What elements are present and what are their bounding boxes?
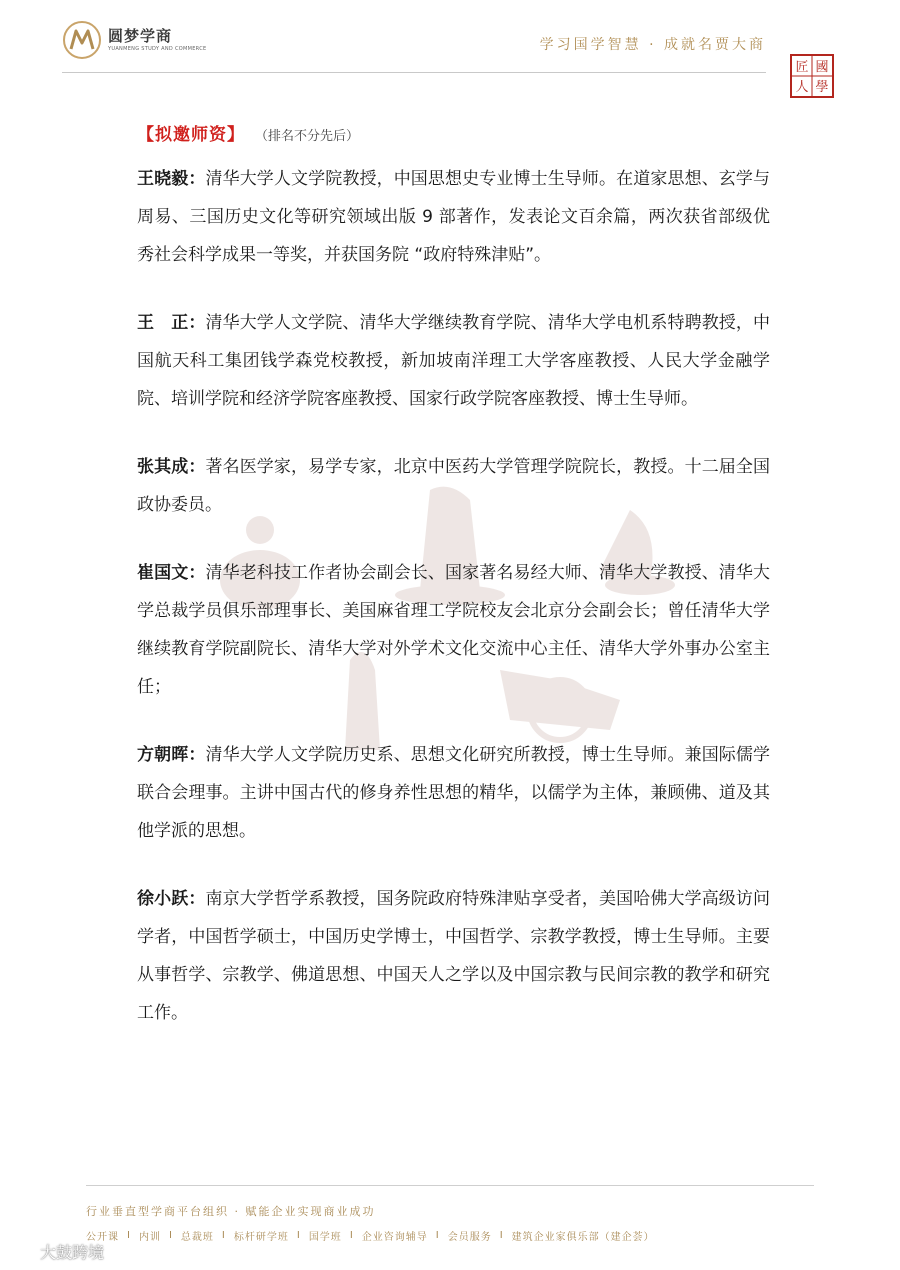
faculty-name: 王晓毅: [137, 169, 189, 189]
faculty-bio: 南京大学哲学系教授，国务院政府特殊津贴享受者，美国哈佛大学高级访问学者，中国哲学硕士，中国历史学博士，中国哲学、宗教学教授，博士生导师。主要从事哲学、宗教学、佛道思想、中国天人之学以及中国宗教与民间宗教的教学和研究工作。: [137, 889, 771, 1023]
footer-links: [86, 1228, 655, 1243]
faculty-bio: 清华大学人文学院、清华大学继续教育学院、清华大学电机系特聘教授，中国航天科工集团钱学森党校教授，新加坡南洋理工大学客座教授、人民大学金融学院、培训学院和经济学院客座教授、国家行政学院客座教授、博士生导师。: [137, 313, 771, 409]
faculty-name: 徐小跃: [137, 889, 189, 909]
invite-title: 【拟邀师资】: [137, 125, 245, 145]
name-separator: ：: [188, 169, 206, 189]
footer-title: 行业垂直型学商平台组织 · 赋能企业实现商业成功: [86, 1205, 376, 1218]
source-credit: [10, 1240, 104, 1263]
wechat-bubble-icon: [10, 1242, 36, 1262]
link-separator: I: [435, 1230, 440, 1241]
footer-link-open-course[interactable]: 公开课: [86, 1232, 119, 1243]
logo-text: 圆梦学商: [108, 27, 173, 45]
invite-note: （排名不分先后）: [255, 129, 360, 144]
faculty-bio: 清华老科技工作者协会副会长、国家著名易经大师、清华大学教授、清华大学总裁学员俱乐部理事长、美国麻省理工学院校友会北京分会副会长；曾任清华大学继续教育学院副院长、清华大学对外学术文化交流中心主任、清华大学外事办公室主任；: [137, 563, 771, 697]
link-separator: I: [349, 1230, 354, 1241]
link-separator: I: [221, 1230, 226, 1241]
header-divider: [62, 72, 766, 73]
faculty-name: 方朝晖: [137, 745, 189, 765]
faculty-entry: [137, 448, 770, 524]
name-separator: ：: [188, 889, 206, 909]
footer-link-benchmark-study[interactable]: 标杆研学班: [233, 1232, 289, 1243]
footer-link-member-service[interactable]: 会员服务: [447, 1232, 492, 1243]
link-separator: I: [499, 1230, 504, 1241]
name-separator: ：: [188, 457, 206, 477]
invite-heading: [137, 120, 359, 145]
footer-link-builders-club[interactable]: 建筑企业家俱乐部（建企荟）: [511, 1232, 655, 1243]
footer-divider: [86, 1185, 814, 1186]
faculty-name: 王 正: [137, 313, 189, 333]
footer-link-guoxue-class[interactable]: 国学班: [308, 1232, 342, 1243]
faculty-name: 崔国文: [137, 563, 189, 583]
footer-link-inhouse-training[interactable]: 内训: [138, 1232, 161, 1243]
faculty-entry: [137, 880, 770, 1032]
name-separator: ：: [188, 313, 206, 333]
faculty-entry: [137, 736, 770, 850]
link-separator: I: [296, 1230, 301, 1241]
logo-m-icon: [62, 20, 102, 60]
svg-text:學: 學: [815, 80, 829, 95]
name-separator: ：: [188, 563, 206, 583]
faculty-name: 张其成: [137, 457, 189, 477]
faculty-list: [137, 160, 770, 1062]
faculty-entry: [137, 554, 770, 706]
svg-text:匠: 匠: [795, 60, 809, 75]
footer-link-ceo-class[interactable]: 总裁班: [180, 1232, 214, 1243]
header-slogan: 学习国学智慧 · 成就名贾大商: [539, 37, 766, 53]
svg-text:國: 國: [815, 60, 829, 75]
brand-logo: [62, 20, 206, 60]
faculty-bio: 著名医学家，易学专家，北京中医药大学管理学院院长，教授。十二届全国政协委员。: [137, 457, 771, 515]
credit-text: 大鼓跨境: [40, 1243, 105, 1262]
seal-stamp-icon: [790, 54, 834, 98]
faculty-bio: 清华大学人文学院历史系、思想文化研究所教授，博士生导师。兼国际儒学联合会理事。主讲中国古代的修身养性思想的精华，以儒学为主体，兼顾佛、道及其他学派的思想。: [137, 745, 771, 841]
link-separator: I: [127, 1230, 131, 1241]
footer-link-consulting[interactable]: 企业咨询辅导: [361, 1232, 428, 1243]
name-separator: ：: [188, 745, 206, 765]
svg-text:人: 人: [795, 80, 809, 95]
faculty-entry: [137, 160, 770, 274]
faculty-entry: [137, 304, 770, 418]
faculty-bio: 清华大学人文学院教授，中国思想史专业博士生导师。在道家思想、玄学与周易、三国历史文化等研究领域出版 9 部著作，发表论文百余篇，两次获省部级优秀社会科学成果一等奖，并获国务院 “政府特殊津贴”。: [137, 169, 771, 265]
logo-subtext: YUANMENG STUDY AND COMMERCE: [108, 46, 207, 52]
link-separator: I: [168, 1230, 173, 1241]
